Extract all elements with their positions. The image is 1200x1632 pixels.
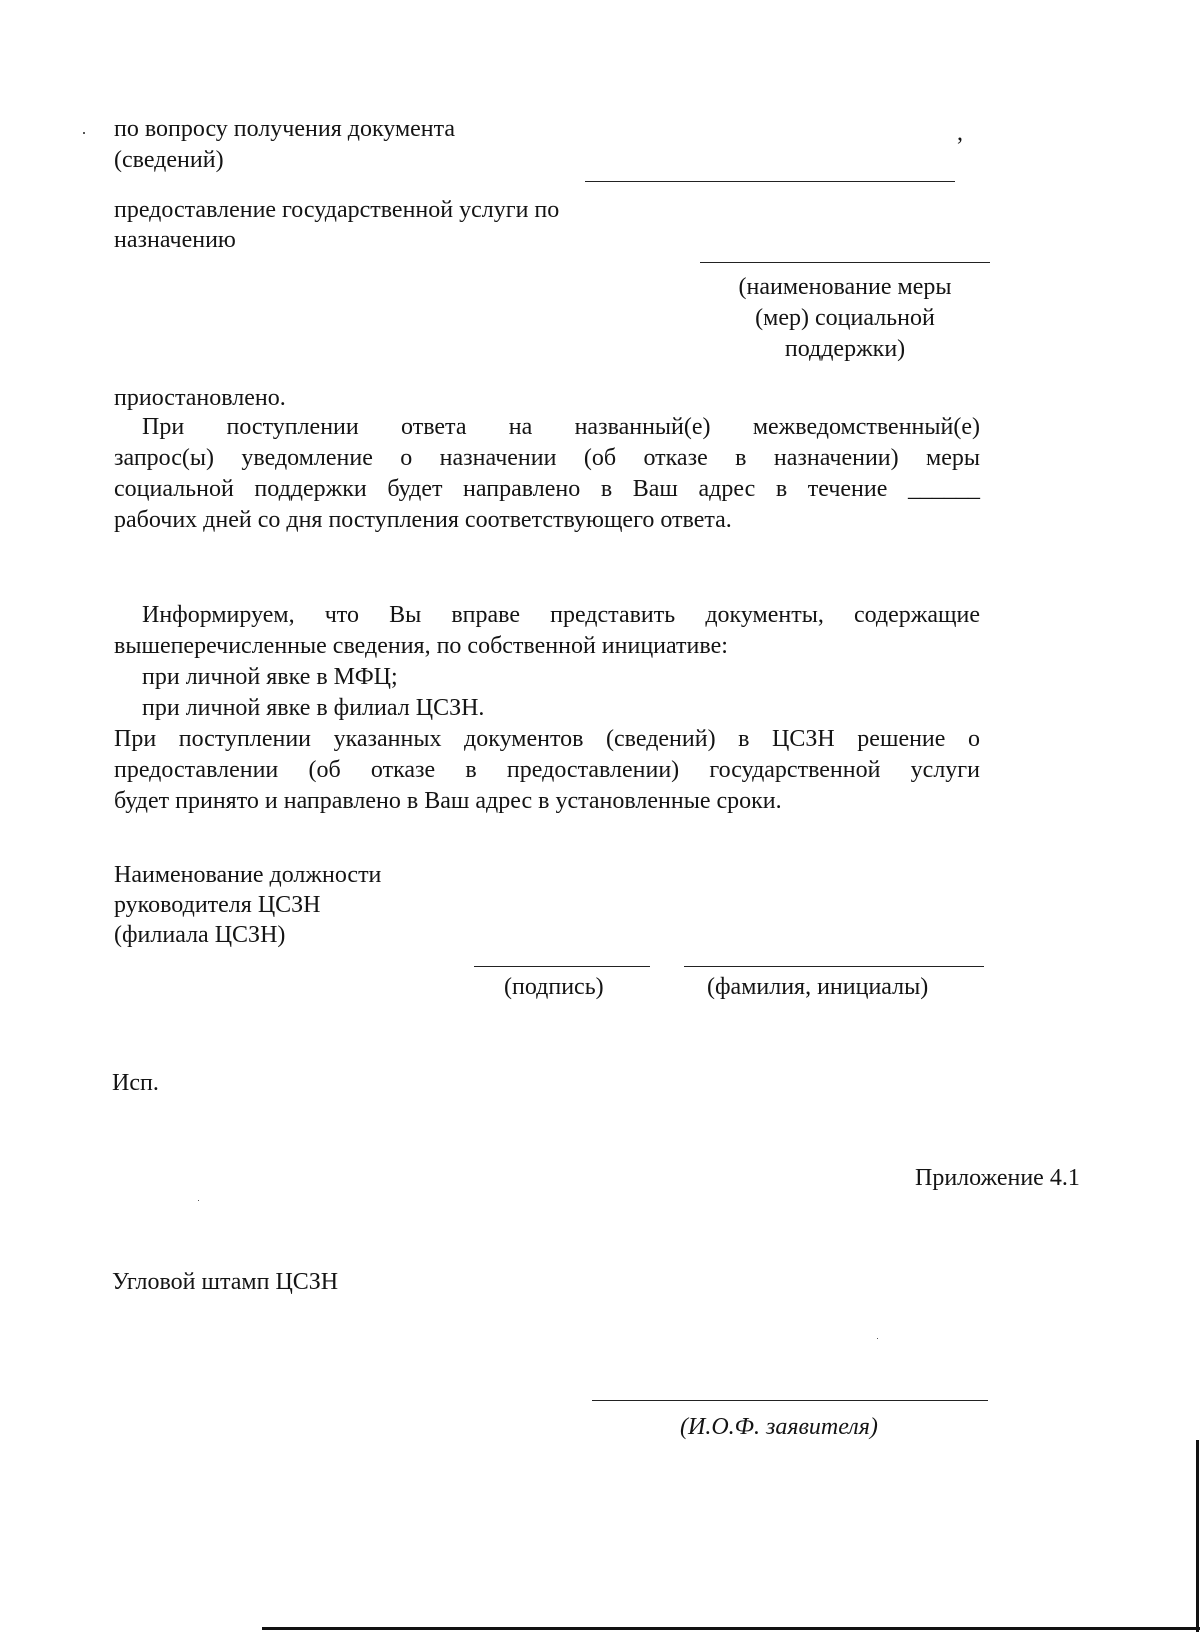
decision-line-1: При поступлении указанных документов (сведений) в ЦСЗН решение о (114, 726, 980, 752)
inform-line-2: вышеперечисленные сведения, по собственной инициативе: (114, 633, 728, 659)
applicant-blank-line (592, 1400, 988, 1401)
measure-caption-line-2: (мер) социальной (755, 305, 935, 331)
header-comma: , (957, 120, 963, 146)
notice-line-1: При поступлении ответа на названный(е) межведомственный(е) (142, 414, 980, 440)
inform-line-1: Информируем, что Вы вправе представить документы, содержащие (142, 602, 980, 628)
option-mfc: при личной явке в МФЦ; (142, 664, 398, 690)
service-line-1: предоставление государственной услуги по (114, 197, 560, 223)
scan-speck (198, 1200, 199, 1201)
position-line-2: руководителя ЦСЗН (114, 892, 321, 918)
notice-paragraph (114, 412, 980, 536)
measure-caption-line-3: поддержки) (784, 336, 906, 362)
document-name-blank-line (585, 181, 955, 182)
scan-speck (877, 1338, 878, 1339)
option-branch: при личной явке в филиал ЦСЗН. (142, 695, 485, 721)
appendix-title: Приложение 4.1 (915, 1165, 1080, 1191)
measure-blank-line (700, 262, 990, 263)
name-blank-line (684, 966, 984, 967)
decision-line-2: предоставлении (об отказе в предоставлении) государственной услуги (114, 757, 980, 783)
applicant-label: (И.О.Ф. заявителя) (680, 1414, 878, 1440)
suspended-text: приостановлено. (114, 385, 286, 411)
measure-caption-line-1: (наименование меры (738, 274, 952, 300)
notice-line-2: запрос(ы) уведомление о назначении (об отказе в назначении) меры (114, 445, 980, 471)
notice-line-3: социальной поддержки будет направлено в Ваш адрес в течение ______ (114, 476, 980, 502)
measure-caption (700, 272, 990, 365)
header-line-1: по вопросу получения документа (114, 116, 456, 142)
position-line-3: (филиала ЦСЗН) (114, 922, 286, 948)
position-line-1: Наименование должности (114, 862, 382, 888)
signature-label: (подпись) (504, 974, 604, 1000)
scan-edge-right (1196, 1440, 1199, 1632)
name-label: (фамилия, инициалы) (707, 974, 929, 1000)
corner-stamp-label: Угловой штамп ЦСЗН (112, 1269, 339, 1295)
decision-line-3: будет принято и направлено в Ваш адрес в установленные сроки. (114, 788, 782, 814)
inform-paragraph (114, 600, 980, 817)
header-line-2: (сведений) (114, 147, 224, 173)
executor-label: Исп. (112, 1070, 159, 1096)
signature-blank-line (474, 966, 650, 967)
notice-line-4: рабочих дней со дня поступления соответствующего ответа. (114, 507, 732, 533)
scan-speck (83, 132, 85, 134)
service-line-2: назначению (114, 227, 236, 253)
scan-edge-bottom (262, 1627, 1200, 1630)
